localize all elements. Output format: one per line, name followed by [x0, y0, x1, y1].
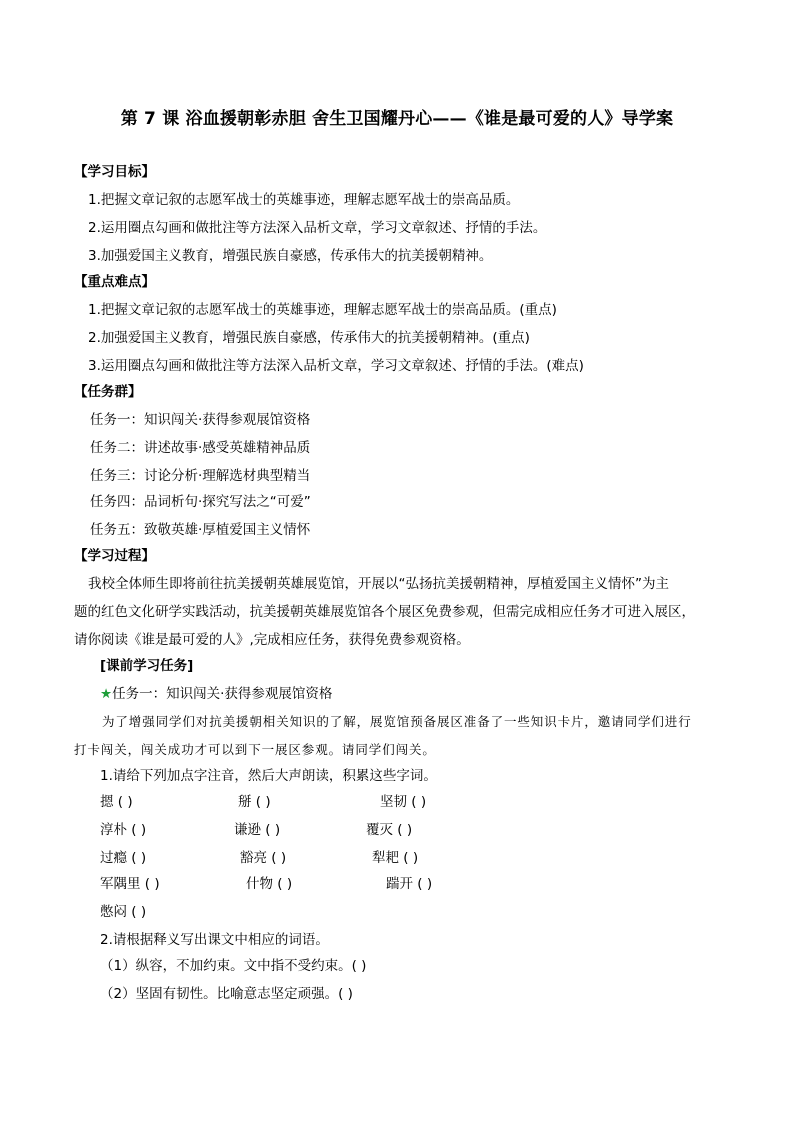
goal-item: 2.运用圈点勾画和做批注等方法深入品析文章，学习文章叙述、抒情的手法。	[88, 220, 547, 236]
pre-task-heading: [课前学习任务]	[100, 658, 194, 674]
goals-heading: 【学习目标】	[74, 164, 155, 180]
word-item: 摁 ( )	[100, 794, 133, 810]
key-point-item: 2.加强爱国主义教育，增强民族自豪感，传承伟大的抗美援朝精神。(重点)	[88, 330, 530, 346]
word-item: 踹开 ( )	[386, 876, 433, 892]
word-item: 军隅里 ( )	[100, 876, 160, 892]
process-intro-line: 题的红色文化研学实践活动，抗美援朝英雄展览馆各个展区免费参观，但需完成相应任务才可进入展区，	[74, 604, 695, 620]
tasks-heading: 【任务群】	[74, 384, 142, 400]
task-item: 任务四：品词析句·探究写法之“可爱”	[90, 494, 311, 510]
word-item: 覆灭 ( )	[366, 822, 413, 838]
word-item: 过瘾 ( )	[100, 850, 147, 866]
task1-desc-line: 打卡闯关，闯关成功才可以到下一展区参观。请同学们闯关。	[74, 742, 436, 757]
page-title: 第 7 课 浴血援朝彰赤胆 舍生卫国耀丹心——《谁是最可爱的人》导学案	[120, 109, 674, 129]
star-icon: ★	[100, 686, 113, 702]
word-item: 憋闷 ( )	[100, 904, 147, 920]
goal-item: 3.加强爱国主义教育，增强民族自豪感，传承伟大的抗美援朝精神。	[88, 248, 493, 264]
word-item: 豁亮 ( )	[240, 850, 287, 866]
task1-desc-line: 为了增强同学们对抗美援朝相关知识的了解，展览馆预备展区准备了一些知识卡片，邀请同学们进行	[102, 714, 692, 729]
word-item: 谦逊 ( )	[234, 822, 281, 838]
task-item: 任务一：知识闯关·获得参观展馆资格	[90, 412, 311, 428]
word-item: 淳朴 ( )	[100, 822, 147, 838]
task1-title: 任务一：知识闯关·获得参观展馆资格	[112, 686, 333, 702]
process-intro-line: 请你阅读《谁是最可爱的人》,完成相应任务，获得免费参观资格。	[74, 632, 470, 648]
word-item: 坚韧 ( )	[380, 794, 427, 810]
q2-item: （2）坚固有韧性。比喻意志坚定顽强。( )	[100, 986, 353, 1002]
word-item: 掰 ( )	[238, 794, 271, 810]
goal-item: 1.把握文章记叙的志愿军战士的英雄事迹，理解志愿军战士的崇高品质。	[88, 192, 520, 208]
q2-item: （1）纵容，不加约束。文中指不受约束。( )	[100, 958, 367, 974]
word-item: 犁耙 ( )	[372, 850, 419, 866]
word-item: 什物 ( )	[246, 876, 293, 892]
process-intro-line: 我校全体师生即将前往抗美援朝英雄展览馆，开展以“弘扬抗美援朝精神，厚植爱国主义情怀”为主	[88, 576, 669, 592]
question-1: 1.请给下列加点字注音，然后大声朗读，积累这些字词。	[100, 768, 437, 784]
task-item: 任务三：讨论分析·理解选材典型精当	[90, 468, 311, 484]
process-heading: 【学习过程】	[74, 548, 155, 564]
question-2: 2.请根据释义写出课文中相应的词语。	[100, 932, 329, 948]
task-item: 任务二：讲述故事·感受英雄精神品质	[90, 440, 311, 456]
task-item: 任务五：致敬英雄·厚植爱国主义情怀	[90, 522, 311, 538]
key-point-item: 1.把握文章记叙的志愿军战士的英雄事迹，理解志愿军战士的崇高品质。(重点)	[88, 302, 557, 318]
task1-line	[100, 684, 332, 704]
key-point-item: 3.运用圈点勾画和做批注等方法深入品析文章，学习文章叙述、抒情的手法。(难点)	[88, 358, 584, 374]
key-points-heading: 【重点难点】	[74, 274, 155, 290]
